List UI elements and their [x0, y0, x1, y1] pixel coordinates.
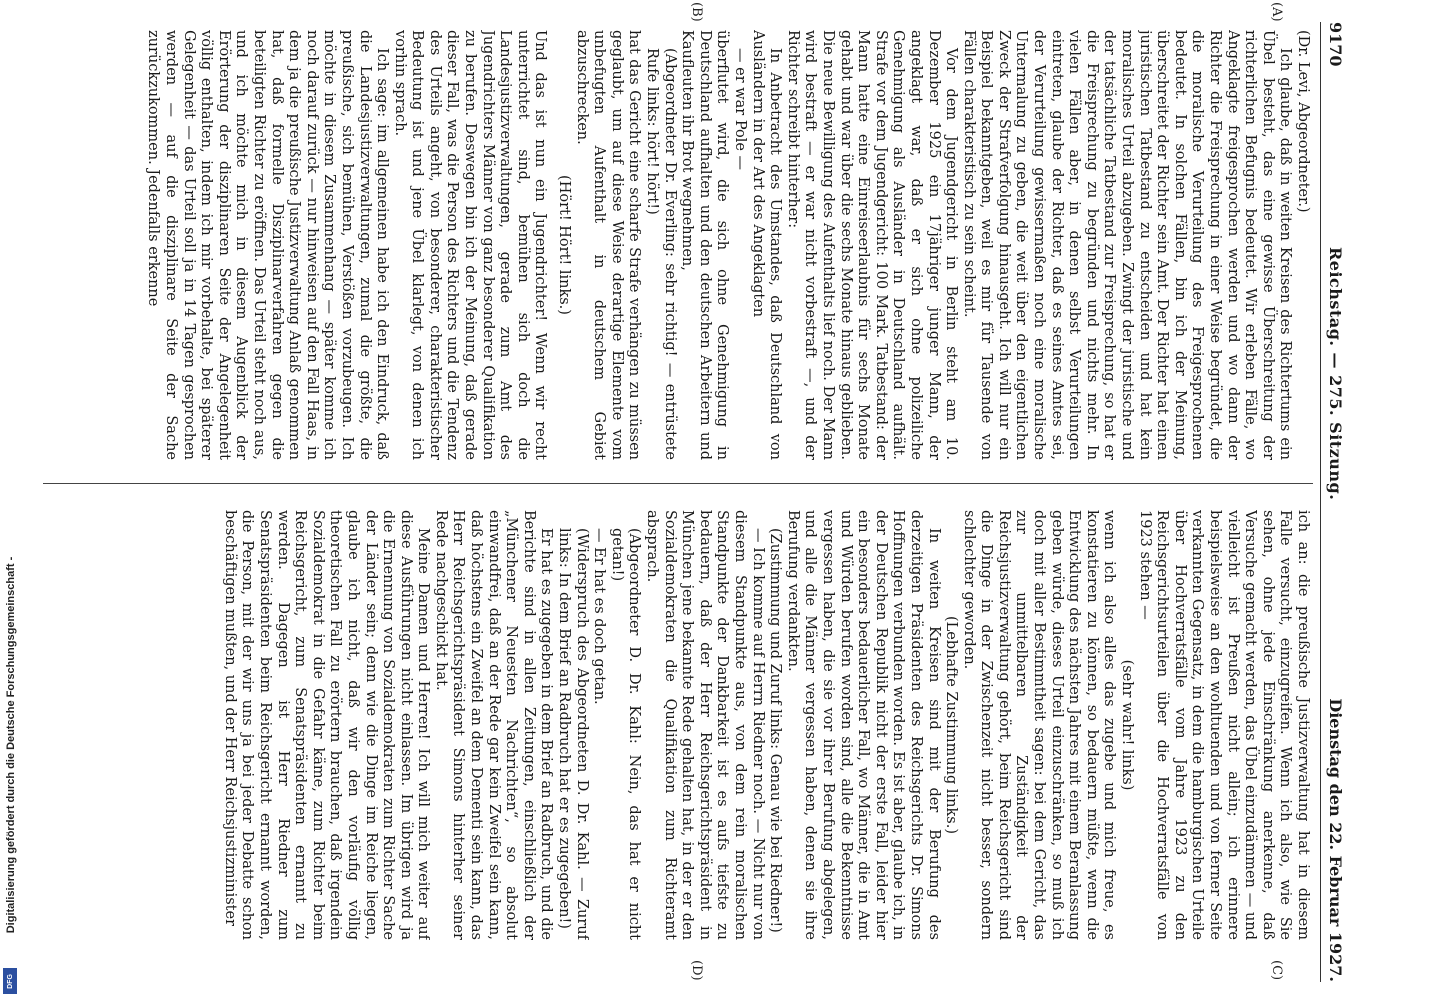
right-interjection-1: (sehr wahr! links): [1119, 659, 1136, 791]
right-paragraph-4: — Ich komme auf Herrn Riedner noch. — Nicht nur von diesem Standpunkte aus, von dem rein moralischen Standpunkte der Dankbarkeit ist es aufs tiefste zu bedauern, daß der Herr Reichsgerichtspräsident in München jene bekannte Rede gehalten hat, in der er den Sozialdemokraten die Qualifikation zum Richteramt absprach.: [644, 510, 766, 940]
dfg-logo-label: DFG: [6, 973, 14, 989]
right-paragraph-7: Meine Damen und Herren! Ich will mich weiter auf diese Ausführungen nicht einlassen. Im übrigen wird ja die Ernennung von Sozialdemokraten zum Richter Sache der Länder sein; denn wie die Dinge im Reiche liegen, glaube ich nicht, daß wir den vorläufig völlig theoretischen Fall zu erörtern brauchen, daß irgendein Sozialdemokrat in die Gefahr käme, zum Richter beim Reichsgericht, zum Senatspräsidenten ernannt zu werden. Dagegen ist Herr Riedner zum Senatspräsidenten beim Reichsgericht ernannt worden, die Person, mit der wir uns ja bei jeder Debatte schon beschäftigen mußten, und der Herr Reichsjustizminister: [221, 510, 432, 940]
margin-marker-a: (A): [1269, 2, 1284, 22]
running-head: [1320, 22, 1345, 982]
margin-marker-b: (B): [689, 2, 704, 22]
right-paragraph-1: ich an: die preußische Justizverwaltung hat in diesem Falle versucht, einzugreifen. Wenn ich also, wie Sie sehen, ohne jede Einschränkung anerkenne, daß Versuche gemacht werden, das Übel einzudämmen — und vielleicht ist Preußen nicht allein; ich erinnere beispielsweise an den wohltuenden und von ferner Seite verkannten Gegensatz, in dem die hamburgischen Urteile über Hochverratsfälle vom Jahre 1923 zu den Reichsgerichtsurteilen über die Hochverratsfälle von 1923 stehen —: [1136, 510, 1311, 940]
margin-marker-c: (C): [1269, 960, 1284, 981]
speaker-reference: (Dr. Levi, Abgeordneter.): [1295, 30, 1311, 213]
right-interjection-2: (Lebhafte Zustimmung links.): [943, 615, 960, 834]
left-paragraph-1: Ich glaube, daß in weiten Kreisen des Richtertums ein Übel besteht, das eine gewisse Überschreitung der richterlichen Befugnis bedeutet. Wir erleben Fälle, wo Angeklagte freigesprochen werden und wo dann der Richter die Freisprechung in einer Weise begründet, die die moralische Verurteilung des Freigesprochenen bedeutet. In solchen Fällen, bin ich der Meinung, überschreitet der Richter sein Amt. Der Richter hat einen juristischen Tatbestand zu entscheiden und hat kein moralisches Urteil abzugeben. Zwingt der juristische und der tatsächliche Tatbestand zur Freisprechung, so hat er die Freisprechung zu begründen und nichts mehr. In vielen Fällen aber, in denen selbst Verurteilungen eintreten, glaube der Richter, daß es seines Amtes sei, der Verurteilung gewissermaßen noch eine moralische Untermalung zu geben, die weit über den eigentlichen Zweck der Strafverfolgung hinausgeht. Ich will nur ein Beispiel bekanntgeben, weil es mir für Tausende von Fällen charakteristisch zu sein scheint.: [960, 30, 1294, 460]
page-header-title: Reichstag. — 275. Sitzung.: [1326, 247, 1345, 501]
page-number: 9170: [1326, 22, 1345, 67]
left-paragraph-3: In Anbetracht des Umstandes, daß Deutschland von Ausländern in der Art des Angeklagten: [749, 30, 784, 460]
column-divider: [43, 483, 1313, 484]
left-column: [31, 30, 1311, 460]
right-paragraph-3: In weiten Kreisen sind mit der Berufung des derzeitigen Präsidenten des Reichsgerichts Dr. Simons Hoffnungen verbunden worden. Es ist aber, glaube ich, in der Deutschen Republik nicht der erste Fall, leider hier ein besonders bedauerlicher Fall, wo Männer, die in Amt und Würden berufen worden sind, alle die Bekenntnisse vergessen haben, die sie vor ihrer Berufung abgelegen, und alle die Männer vergessen haben, denen sie ihre Berufung verdankten.: [784, 510, 942, 940]
page-date: Dienstag den 22. Februar 1927.: [1326, 698, 1345, 982]
right-column: [31, 510, 1311, 940]
left-interjection-2: (Hört! Hört! links.): [556, 175, 573, 315]
left-paragraph-4: überflutet wird, die sich ohne Genehmigung in Deutschland aufhalten und den deutschen Arbeitern und Kaufleuten ihr Brot wegnehmen,: [679, 30, 731, 460]
right-interjection-3: (Zustimmung und Zuruf links: Genau wie bei Riedner!): [767, 528, 784, 933]
scanned-page: [25, 0, 1345, 1000]
left-interjection-1: (Abgeordneter Dr. Everling: sehr richtig! — entrüstete Rufe links: hört! hört!): [644, 48, 678, 460]
margin-marker-d: (D): [689, 960, 704, 981]
right-paragraph-2: wenn ich also alles das zugebe und mich freue, es konstatieren zu können, so bedauern müßte, wenn die Entwicklung des nächsten Jahres mit einem Beranlassung geben würde, dieses Urteil einzuschränken, so muß ich doch mit aller Bestimmtheit sagen: bei dem Gericht, das zur unmittelbaren Zuständigkeit der Reichsjustizverwaltung gehört, beim Reichsgericht sind die Dinge in der Zwischenzeit nicht besser, sondern schlechter geworden.: [960, 510, 1118, 940]
right-paragraph-5: — Er hat es doch getan.: [591, 528, 608, 705]
left-paragraph-2: Vor dem Jugendgericht in Berlin steht am 10. Dezember 1925 ein 17jähriger junger Mann, der angeklagt war, daß er sich ohne polizeiliche Genehmigung als Ausländer in Deutschland aufhält. Strafe vor dem Jugendgericht: 100 Mark. Tatbestand: der Mann hatte eine Einreiseerlaubnis für sechs Monate gehabt und war über die sechs Monate hinaus geblieben. Die neue Bewilligung des Aufenthalts lief noch. Der Mann wird bestraft — er war nicht vorbestraft —, und der Richter schreibt hinterher:: [784, 30, 960, 460]
dfg-logo: [3, 968, 17, 994]
left-paragraph-3b: — er war Pole —: [732, 48, 748, 171]
digitization-credit-text: Digitalisierung gefördert durch die Deutsche Forschungsgemeinschaft -: [5, 556, 17, 934]
left-paragraph-5: hat das Gericht eine scharfe Strafe verhängen zu müssen geglaubt, um auf diese Weise derartige Elemente vom unbefugten Aufenthalt in deutschem Gebiet abzuschrecken.: [573, 30, 643, 460]
left-paragraph-6: Und das ist nun ein Jugendrichter! Wenn wir recht unterrichtet sind, bemühen sich doch die Landesjustizverwaltungen, gerade zum Amt des Jugendrichters Männer von ganz besonderer Qualifikation zu berufen. Deswegen bin ich der Meinung, daß gerade dieser Fall, was die Person des Richters und die Tendenz des Urteils angeht, von besonderer, charakteristischer Bedeutung ist und jene Übel klarlegt, von denen ich vorhin sprach.: [391, 30, 549, 460]
left-paragraph-7: Ich sage: im allgemeinen habe ich den Eindruck, daß die Landesjustizverwaltungen, zumal die größte, die preußische, sich bemühen, Verstößen vorzubeugen. Ich möchte in diesem Zusammenhang — später komme ich noch darauf zurück — nur hinweisen auf den Fall Haas, in dem ja die preußische Justizverwaltung Anlaß genommen hat, daß formelle Disziplinarverfahren gegen die beteiligten Richter zu eröffnen. Das Urteil steht noch aus, und ich möchte mich in diesem Augenblick der Erörterung der disziplinaren Seite der Angelegenheit völlig enthalten, indem ich mir vorbehalte, bei späterer Gelegenheit — das Urteil soll ja in 14 Tagen gesprochen werden — auf die disziplinare Seite der Sache zurückzukommen. Jedenfalls erkenne: [145, 30, 391, 460]
right-paragraph-6: Er hat es zugegeben in dem Brief an Radbruch, und die Berichte sind in allen Zeitungen, einschließlich der „Münchener Neuesten Nachrichten“, so absolut einwandfrei, daß an der Rede gar kein Zweifel sein kann, daß höchstens ein Zweifel an dem Dementi sein kann, das Herr Reichsgerichtspräsident Simons hinterher seiner Rede nachgeschickt hat.: [432, 510, 555, 940]
right-interjection-5: (Widerspruch des Abgeordneten D. Dr. Kahl. — Zuruf links: In dem Brief an Radbruch hat er es zugegeben!): [556, 528, 590, 940]
right-interjection-4: (Abgeordneter D. Dr. Kahl: Nein, das hat er nicht getan!): [608, 528, 643, 940]
digitization-credit-strip: [0, 0, 22, 1000]
